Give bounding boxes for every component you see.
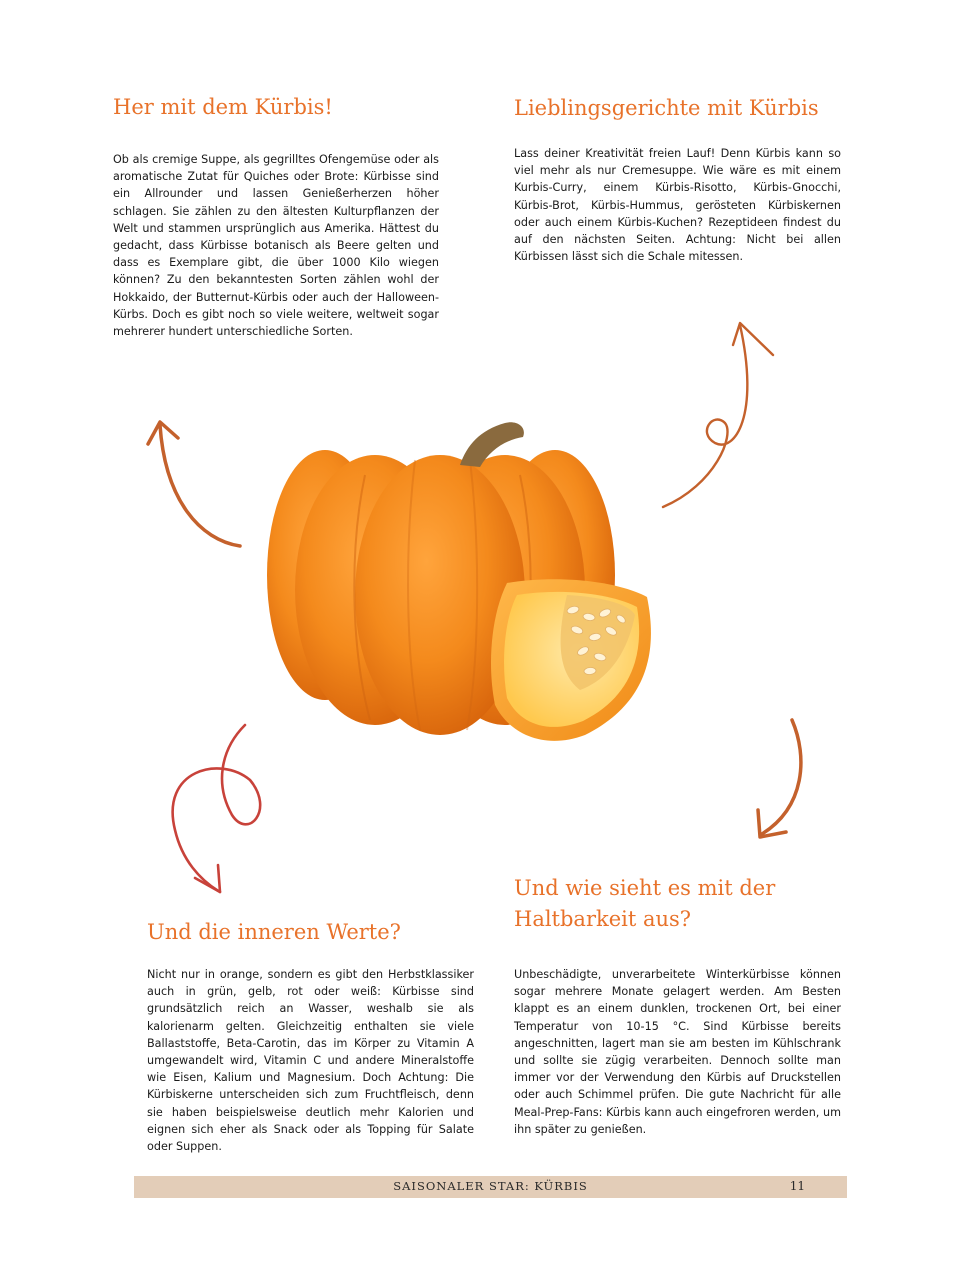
loop-arrow-up-right-icon [655,315,785,515]
pumpkin-illustration [255,405,655,755]
heading-intro: Her mit dem Kürbis! [113,95,333,119]
heading-values: Und die inneren Werte? [147,920,401,944]
text-values: Nicht nur in orange, sondern es gibt den Herbstklassiker auch in grün, gelb, rot oder weiß: Kürbisse sind grundsätzlich reich an Wasser, weshalb sie als kalorienarm gelten. Gleichzeitig enthalten sie viele Ballaststoffe, Beta-Carotin, das im Körper zu Vitamin A umgewandelt wird, Vitamin C und andere Mineralstoffe wie Eisen, Kalium und Magnesium. Doch Achtung: Die Kürbiskerne unterscheiden sich zum Fruchtfleisch, denn sie haben beispielsweise deutlich mehr Kalorien und eignen sich eher als Snack oder als Topping für Salate oder Suppen. [147,968,474,1154]
loop-arrow-down-left-icon [160,720,270,900]
heading-dishes: Lieblingsgerichte mit Kürbis [514,96,819,120]
footer-band [134,1176,847,1198]
text-storage: Unbeschädigte, unverarbeitete Winterkürbisse können sogar mehrere Monate gelagert werden. Am Besten klappt es an einem dunklen, trockenen Ort, bei einer Temperatur von 10-15 °C. Sind Kürbisse bereits angeschnitten, lagert man sie am besten im Kühlschrank und sollte sie zügig verarbeiten. Dennoch sollte man immer vor der Verwendung den Kürbis auf Druckstellen oder auch Schimmel prüfen. Die gute Nachricht für alle Meal-Prep-Fans: Kürbis kann auch eingefroren werden, um ihn später zu genießen. [514,968,841,1136]
heading-storage: Und wie sieht es mit der Haltbarkeit aus? [514,876,776,931]
curved-arrow-up-left-icon [140,410,250,555]
curved-arrow-down-right-icon [750,712,820,847]
pumpkin-slice [491,579,651,741]
footer-title: SAISONALER STAR: KÜRBIS [393,1179,588,1193]
text-dishes: Lass deiner Kreativität freien Lauf! Denn Kürbis kann so viel mehr als nur Cremesuppe. Wie wäre es mit einem Kurbis-Curry, einem Kürbis-Risotto, Kürbis-Gnocchi, Kürbis-Brot, Kürbis-Hummus, gerösteten Kürbiskernen oder auch einem Kürbis-Kuchen? Rezeptideen findest du auf den nächsten Seiten. Achtung: Nicht bei allen Kürbissen lässt sich die Schale mitessen. [514,147,841,264]
page-number: 11 [789,1179,805,1193]
text-intro: Ob als cremige Suppe, als gegrilltes Ofengemüse oder als aromatische Zutat für Quiches oder Brote: Kürbisse sind ein Allrounder und lassen Genießerherzen höher schlagen. Sie zählen zu den ältesten Kulturpflanzen der Welt und stammen ursprünglich aus Amerika. Hättest du gedacht, dass Kürbisse botanisch als Beere gelten und dass es Exemplare gibt, die über 1000 Kilo wiegen können? Zu den bekanntesten Sorten zählen wohl der Hokkaido, der Butternut-Kürbis oder auch der Halloween-Kürbs. Doch es gibt noch so viele weitere, weltweit sogar mehrerer hundert unterschiedliche Sorten. [113,153,439,339]
